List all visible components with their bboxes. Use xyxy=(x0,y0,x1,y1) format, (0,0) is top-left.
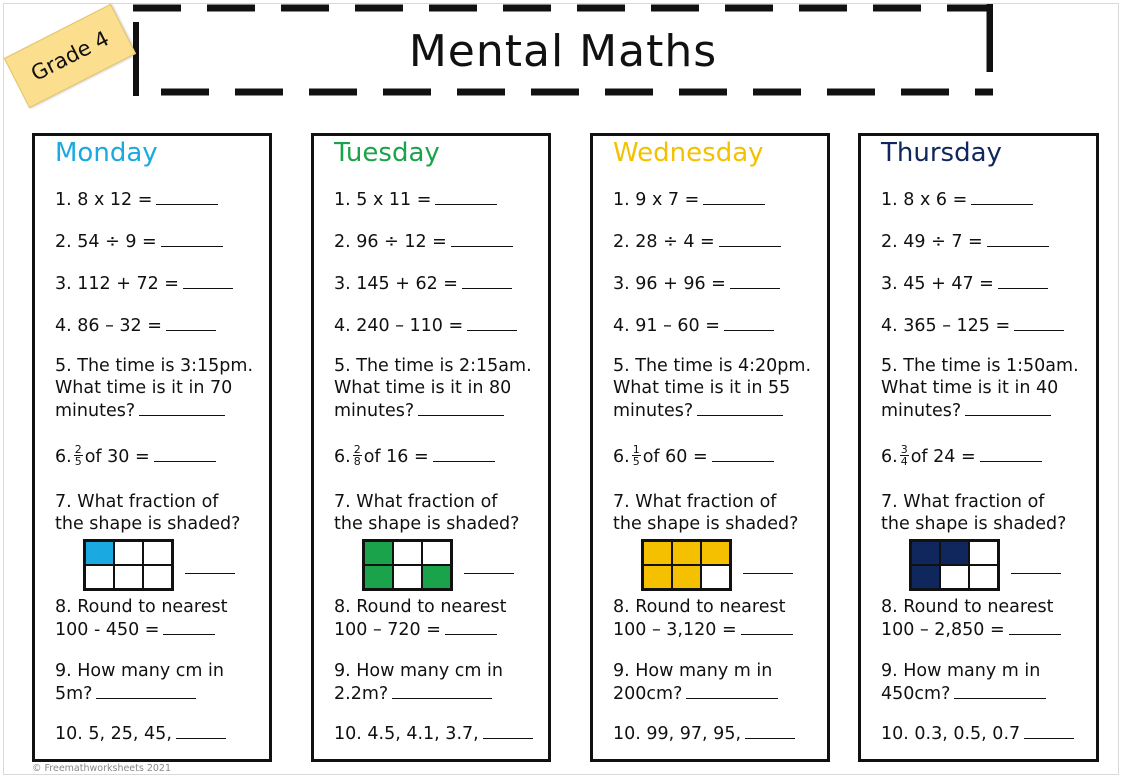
shape-cell xyxy=(701,541,730,565)
question-4: 4. 365 – 125 = xyxy=(881,314,1092,337)
answer-blank[interactable] xyxy=(418,399,504,416)
answer-blank[interactable] xyxy=(1024,722,1074,739)
question-2: 2. 54 ÷ 9 = xyxy=(55,230,265,253)
question-10: 10. 0.3, 0.5, 0.7 xyxy=(881,722,1092,745)
question-1: 1. 5 x 11 = xyxy=(334,188,544,211)
answer-blank[interactable] xyxy=(987,230,1049,247)
question-5: 5. The time is 3:15pm. What time is it in 70 minutes? xyxy=(55,356,254,421)
answer-blank[interactable] xyxy=(392,682,492,699)
shape-cell xyxy=(393,541,422,565)
shape-cell xyxy=(85,565,114,589)
day-heading: Thursday xyxy=(881,138,1002,168)
page-title: Mental Maths xyxy=(408,26,718,77)
answer-blank[interactable] xyxy=(1014,314,1064,331)
answer-blank[interactable] xyxy=(163,618,215,635)
question-4: 4. 91 – 60 = xyxy=(613,314,823,337)
shape-cell xyxy=(701,565,730,589)
fraction-shape xyxy=(83,539,174,591)
shape-cell xyxy=(85,541,114,565)
fraction-shape xyxy=(641,539,732,591)
title-banner xyxy=(133,4,993,96)
shape-cell xyxy=(911,541,940,565)
answer-blank[interactable] xyxy=(965,399,1051,416)
answer-blank[interactable] xyxy=(730,272,780,289)
answer-blank[interactable] xyxy=(954,682,1046,699)
shape-cell xyxy=(422,565,451,589)
question-7: 7. What fraction of the shape is shaded? xyxy=(613,492,799,534)
shape-cell xyxy=(911,565,940,589)
question-3: 3. 112 + 72 = xyxy=(55,272,265,295)
answer-blank[interactable] xyxy=(686,682,778,699)
question-1: 1. 9 x 7 = xyxy=(613,188,823,211)
question-1: 1. 8 x 6 = xyxy=(881,188,1092,211)
question-7: 7. What fraction of the shape is shaded? xyxy=(55,492,241,534)
fraction: $\frac{2}{5}$ xyxy=(74,442,82,468)
question-5: 5. The time is 4:20pm. What time is it in 55 minutes? xyxy=(613,356,812,421)
fraction: $\frac{2}{8}$ xyxy=(353,442,361,468)
fraction: $\frac{3}{4}$ xyxy=(900,442,908,468)
day-column-tuesday xyxy=(311,133,551,762)
shape-cell xyxy=(643,565,672,589)
answer-blank[interactable] xyxy=(464,572,514,574)
answer-blank[interactable] xyxy=(1011,572,1061,574)
question-2: 2. 28 ÷ 4 = xyxy=(613,230,823,253)
shape-cell xyxy=(364,541,393,565)
answer-blank[interactable] xyxy=(96,682,196,699)
shape-cell xyxy=(672,541,701,565)
question-9: 9. How many m in 200cm? xyxy=(613,660,823,705)
answer-blank[interactable] xyxy=(433,445,495,462)
day-column-monday xyxy=(32,133,272,762)
answer-blank[interactable] xyxy=(971,188,1033,205)
question-3: 3. 45 + 47 = xyxy=(881,272,1092,295)
answer-blank[interactable] xyxy=(712,445,774,462)
shape-cell xyxy=(422,541,451,565)
question-2: 2. 96 ÷ 12 = xyxy=(334,230,544,253)
day-heading: Wednesday xyxy=(613,138,764,168)
question-2: 2. 49 ÷ 7 = xyxy=(881,230,1092,253)
answer-blank[interactable] xyxy=(435,188,497,205)
copyright-footer: © Freemathworksheets 2021 xyxy=(32,763,172,774)
answer-blank[interactable] xyxy=(462,272,512,289)
day-column-thursday xyxy=(858,133,1099,762)
question-9: 9. How many cm in 2.2m? xyxy=(334,661,503,704)
question-10: 10. 4.5, 4.1, 3.7, xyxy=(334,722,544,745)
fraction-shape xyxy=(362,539,453,591)
answer-blank[interactable] xyxy=(697,399,783,416)
answer-blank[interactable] xyxy=(724,314,774,331)
answer-blank[interactable] xyxy=(743,572,793,574)
answer-blank[interactable] xyxy=(980,445,1042,462)
fraction-shape xyxy=(909,539,1000,591)
shape-cell xyxy=(969,565,998,589)
answer-blank[interactable] xyxy=(445,618,497,635)
answer-blank[interactable] xyxy=(451,230,513,247)
shape-cell xyxy=(364,565,393,589)
day-column-wednesday xyxy=(590,133,830,762)
answer-blank[interactable] xyxy=(745,722,795,739)
answer-blank[interactable] xyxy=(1009,618,1061,635)
shape-cell xyxy=(114,541,143,565)
question-3: 3. 96 + 96 = xyxy=(613,272,823,295)
question-6: 6. $\frac{3}{4}$ of 24 = xyxy=(881,445,1092,469)
question-6: 6. $\frac{2}{5}$ of 30 = xyxy=(55,445,265,469)
shape-cell xyxy=(643,541,672,565)
answer-blank[interactable] xyxy=(154,445,216,462)
question-5: 5. The time is 2:15am. What time is it in 80 minutes? xyxy=(334,356,532,421)
shape-cell xyxy=(672,565,701,589)
answer-blank[interactable] xyxy=(161,230,223,247)
answer-blank[interactable] xyxy=(719,230,781,247)
answer-blank[interactable] xyxy=(183,272,233,289)
day-heading: Monday xyxy=(55,138,158,168)
question-4: 4. 86 – 32 = xyxy=(55,314,265,337)
answer-blank[interactable] xyxy=(176,722,226,739)
shape-cell xyxy=(393,565,422,589)
question-9: 9. How many cm in 5m? xyxy=(55,661,224,704)
answer-blank[interactable] xyxy=(156,188,218,205)
question-7: 7. What fraction of the shape is shaded? xyxy=(881,492,1067,534)
question-8: 8. Round to nearest 100 – 2,850 = xyxy=(881,596,1092,641)
answer-blank[interactable] xyxy=(185,572,235,574)
question-10: 10. 5, 25, 45, xyxy=(55,722,265,745)
shape-cell xyxy=(940,565,969,589)
question-1: 1. 8 x 12 = xyxy=(55,188,265,211)
shape-cell xyxy=(969,541,998,565)
answer-blank[interactable] xyxy=(467,314,517,331)
question-6: 6. $\frac{1}{5}$ of 60 = xyxy=(613,445,823,469)
question-6: 6. $\frac{2}{8}$ of 16 = xyxy=(334,445,544,469)
fraction: $\frac{1}{5}$ xyxy=(632,442,640,468)
question-10: 10. 99, 97, 95, xyxy=(613,722,823,745)
shape-cell xyxy=(940,541,969,565)
shape-cell xyxy=(143,541,172,565)
question-3: 3. 145 + 62 = xyxy=(334,272,544,295)
answer-blank[interactable] xyxy=(483,722,533,739)
question-8: 8. Round to nearest 100 – 720 = xyxy=(334,597,507,640)
answer-blank[interactable] xyxy=(139,399,225,416)
question-8: 8. Round to nearest 100 - 450 = xyxy=(55,597,228,640)
question-8: 8. Round to nearest 100 – 3,120 = xyxy=(613,596,823,641)
question-9: 9. How many m in 450cm? xyxy=(881,660,1092,705)
question-4: 4. 240 – 110 = xyxy=(334,314,544,337)
answer-blank[interactable] xyxy=(998,272,1048,289)
answer-blank[interactable] xyxy=(741,618,793,635)
answer-blank[interactable] xyxy=(166,314,216,331)
shape-cell xyxy=(114,565,143,589)
question-5: 5. The time is 1:50am. What time is it in 40 minutes? xyxy=(881,356,1079,421)
shape-cell xyxy=(143,565,172,589)
question-7: 7. What fraction of the shape is shaded? xyxy=(334,492,520,534)
grade-label: Grade 4 xyxy=(27,26,113,86)
day-heading: Tuesday xyxy=(334,138,440,168)
answer-blank[interactable] xyxy=(703,188,765,205)
